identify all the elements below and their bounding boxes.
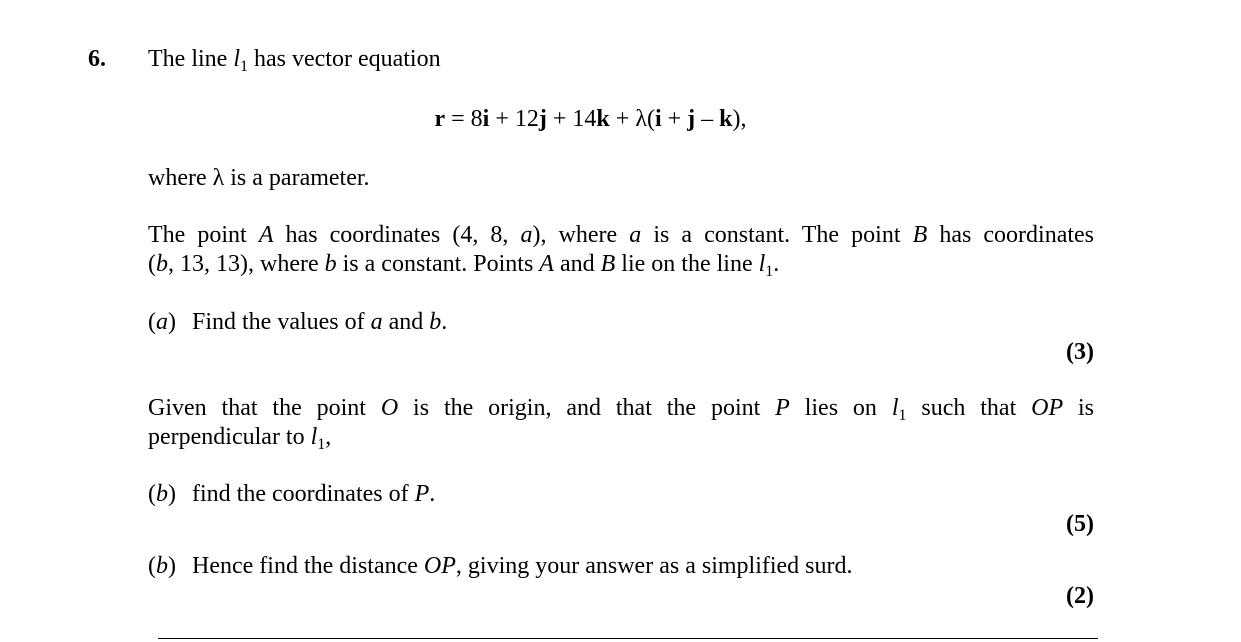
given-line-1: Given that the point O is the origin, and that the point P lies on $l_1$ such that OP is	[148, 395, 1095, 424]
part-a-label: (a)	[148, 309, 176, 335]
vector-equation: r = 8i + 12j + 14k + λ(i + j – k),	[434, 106, 747, 132]
part-c-marks: (2)	[1066, 583, 1094, 609]
part-a: (a) Find the values of a and b.	[148, 309, 448, 335]
part-b: (b) find the coordinates of P.	[148, 481, 436, 507]
parameter-note: where λ is a parameter.	[148, 165, 370, 191]
answer-rule	[158, 638, 1098, 639]
part-a-marks: (3)	[1066, 339, 1094, 365]
points-line-2: (b, 13, 13), where b is a constant. Points A and B lie on the line $l_1$.	[148, 251, 780, 280]
part-c-label: (b)	[148, 553, 176, 579]
question-number: 6.	[88, 46, 106, 72]
part-b-marks: (5)	[1066, 511, 1094, 537]
intro-line: The line $l_1$ has vector equation	[148, 46, 441, 75]
part-c: (b) Hence find the distance OP, giving your answer as a simplified surd.	[148, 553, 853, 579]
given-line-2: perpendicular to $l_1$,	[148, 424, 332, 453]
part-b-label: (b)	[148, 481, 176, 507]
points-line-1: The point A has coordinates (4, 8, a), where a is a constant. The point B has coordinates	[148, 222, 1095, 248]
